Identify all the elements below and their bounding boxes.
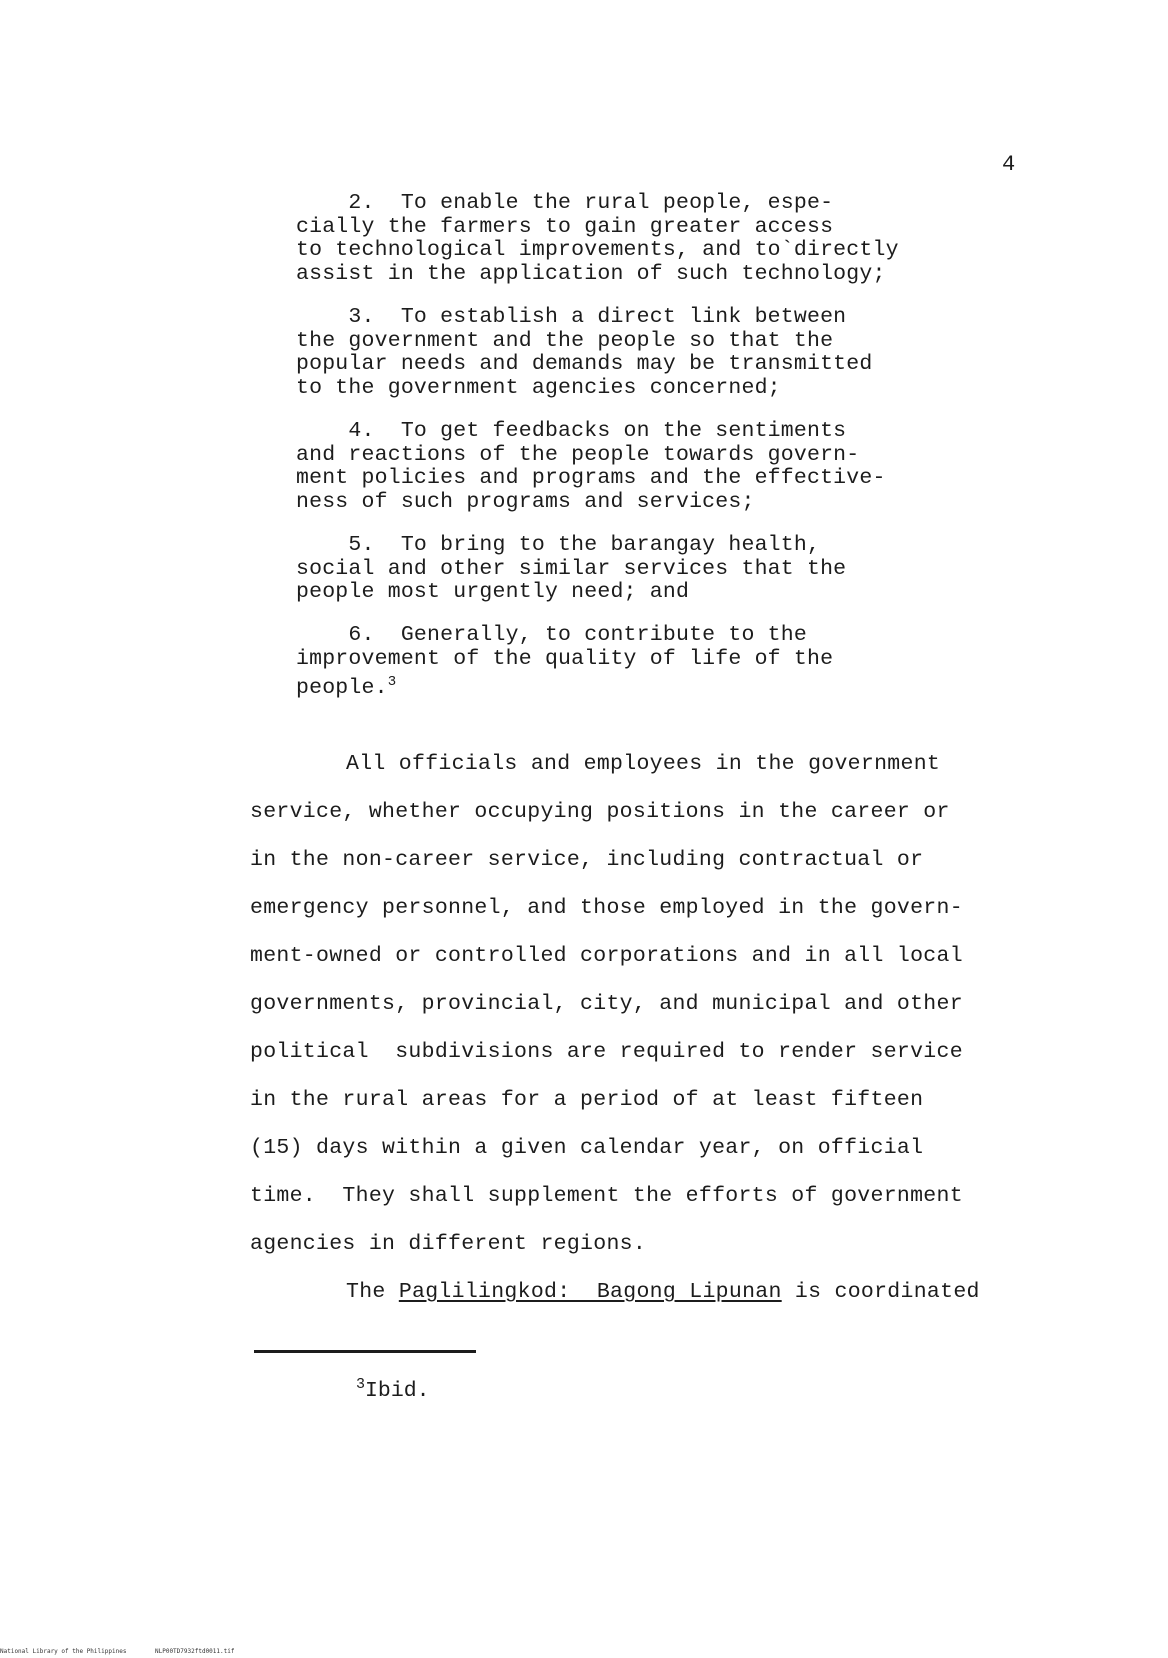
paragraph-line: All officials and employees in the government [346, 752, 941, 776]
list-line: assist in the application of such technology; [296, 261, 886, 286]
list-line: 2. To enable the rural people, espe- [296, 191, 834, 215]
last-paragraph-suffix: is coordinated [781, 1280, 980, 1304]
list-line: cially the farmers to gain greater access [296, 214, 834, 239]
footnote-reference: 3 [387, 674, 397, 690]
list-line: improvement of the quality of life of the [296, 646, 834, 671]
list-item-3 [296, 306, 996, 400]
paragraph-line: political subdivisions are required to render service [250, 1040, 963, 1064]
footnote-text: Ibid. [365, 1379, 430, 1403]
list-line-text: people. [296, 676, 388, 700]
paragraph-line: governments, provincial, city, and municipal and other [250, 992, 963, 1016]
footnote-marker: 3 [356, 1376, 366, 1393]
paragraph-line: time. They shall supplement the efforts of government [250, 1184, 963, 1208]
list-line [296, 671, 996, 701]
last-paragraph-line [250, 1268, 1070, 1316]
list-line: to the government agencies concerned; [296, 375, 781, 400]
list-line: to technological improvements, and to`directly [296, 238, 899, 262]
list-line: people most urgently need; and [296, 580, 690, 604]
list-line: 3. To establish a direct link between [296, 305, 847, 329]
list-line: the government and the people so that the [296, 328, 834, 353]
list-line: popular needs and demands may be transmitted [296, 352, 873, 376]
footnote-divider [254, 1350, 476, 1353]
list-line: 4. To get feedbacks on the sentiments [296, 419, 847, 443]
list-item-6 [296, 624, 996, 701]
paragraph-line: service, whether occupying positions in the career or [250, 800, 950, 824]
scan-filename: NLP00TD7932ftd0011.tif [155, 1648, 235, 1655]
program-name: Paglilingkod: Bagong Lipunan [398, 1280, 782, 1304]
body-paragraph [250, 740, 1070, 1316]
list-line: 6. Generally, to contribute to the [296, 623, 807, 647]
paragraph-line: agencies in different regions. [250, 1232, 647, 1256]
list-line: 5. To bring to the barangay health, [296, 533, 821, 557]
paragraph-line: emergency personnel, and those employed in the govern- [250, 896, 963, 920]
footnote [356, 1372, 430, 1404]
library-credit: National Library of the Philippines [0, 1648, 127, 1655]
paragraph-line: (15) days within a given calendar year, on official [250, 1136, 924, 1160]
last-paragraph-prefix: The [346, 1280, 399, 1304]
list-item-2 [296, 192, 996, 286]
paragraph-line: in the non-career service, including contractual or [250, 848, 924, 872]
paragraph-line: ment-owned or controlled corporations and in all local [250, 944, 963, 968]
list-line: ness of such programs and services; [296, 489, 755, 514]
paragraph-line: in the rural areas for a period of at least fifteen [250, 1088, 924, 1112]
list-line: ment policies and programs and the effective- [296, 466, 886, 490]
list-line: and reactions of the people towards govern- [296, 442, 860, 467]
list-item-5 [296, 534, 996, 605]
page-number: 4 [1002, 152, 1016, 177]
list-item-4 [296, 420, 996, 514]
list-line: social and other similar services that the [296, 556, 847, 581]
